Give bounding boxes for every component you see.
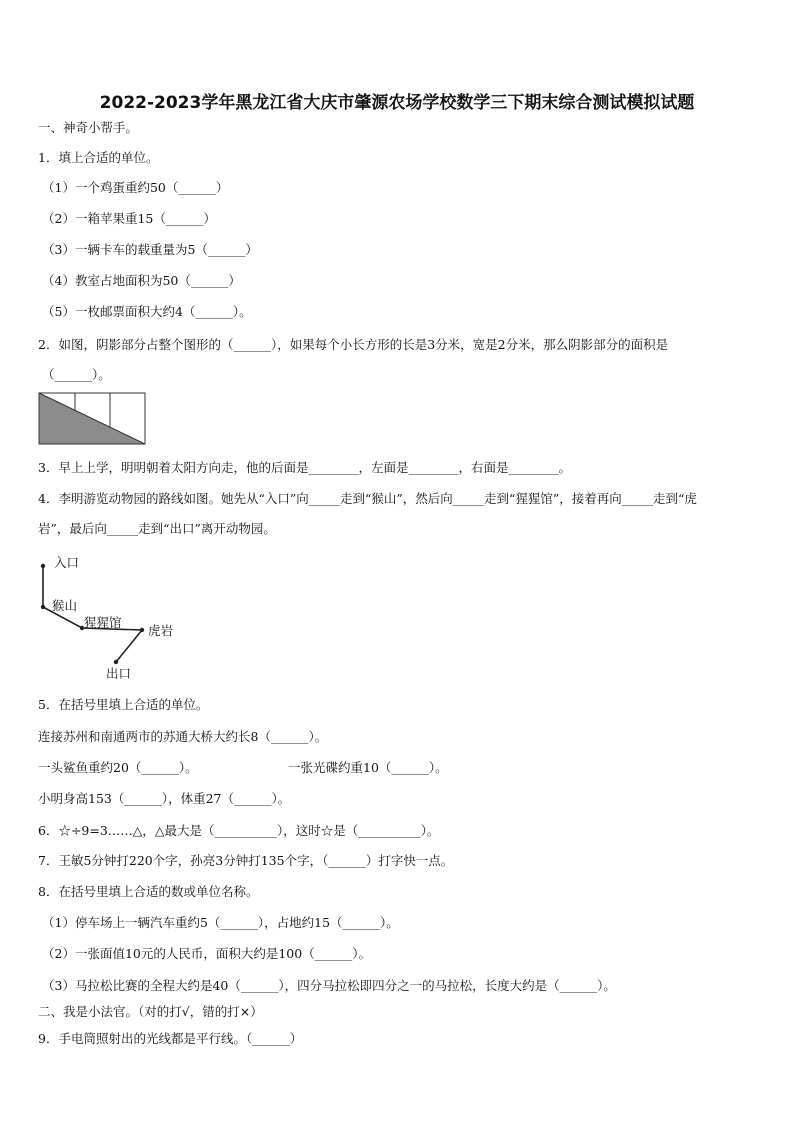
- question-1-item: （4）教室占地面积为50（______）: [42, 273, 241, 288]
- question-5-line2a: 一头鲨鱼重约20（______）。: [38, 760, 198, 775]
- route-path: [43, 566, 142, 662]
- question-5-line2b: 一张光碟约重10（______）。: [288, 760, 448, 775]
- question-5-line3: 小明身高153（______），体重27（______）。: [38, 791, 291, 806]
- question-7: 7．王敏5分钟打220个字，孙亮3分钟打135个字，（______）打字快一点。: [38, 853, 454, 868]
- route-point-monkey-hill: [41, 605, 45, 609]
- question-1-item: （2）一箱苹果重15（______）: [42, 211, 216, 226]
- question-9: 9．手电筒照射出的光线都是平行线。（______）: [38, 1031, 303, 1046]
- map-label-exit: 出口: [106, 666, 132, 681]
- question-8-item: （2）一张面值10元的人民币，面积大约是100（______）。: [42, 946, 371, 961]
- question-5-line1: 连接苏州和南通两市的苏通大桥大约长8（______）。: [38, 729, 328, 744]
- map-label-entrance: 入口: [54, 555, 80, 570]
- shaded-rectangles-figure: [38, 392, 146, 446]
- route-point-exit: [114, 660, 118, 664]
- section-heading-1: 一、神奇小帮手。: [38, 120, 139, 135]
- map-label-monkey-hill: 猴山: [52, 598, 78, 613]
- question-6: 6．☆÷9=3……△，△最大是（__________），这时☆是（__________）。: [38, 823, 440, 838]
- question-1-stem: 1．填上合适的单位。: [38, 150, 159, 165]
- question-4-line2: 岩”，最后向_____走到“出口”离开动物园。: [38, 521, 276, 536]
- question-1-item: （3）一辆卡车的载重量为5（______）: [42, 242, 258, 257]
- route-point-tiger-rock: [140, 628, 144, 632]
- question-8-item: （1）停车场上一辆汽车重约5（______），占地约15（______）。: [42, 915, 399, 930]
- page-title: 2022-2023学年黑龙江省大庆市肇源农场学校数学三下期末综合测试模拟试题: [99, 93, 695, 113]
- question-3: 3．早上上学，明明朝着太阳方向走，他的后面是________，左面是________，右面是________。: [38, 460, 571, 475]
- question-5-stem: 5．在括号里填上合适的单位。: [38, 697, 209, 712]
- zoo-route-map: [30, 550, 190, 685]
- question-2-line1: 2．如图，阴影部分占整个图形的（______），如果每个小长方形的长是3分米，宽是2分米，那么阴影部分的面积是: [38, 337, 669, 352]
- route-point-entrance: [41, 564, 45, 568]
- question-2-line2: （______）。: [42, 367, 111, 382]
- section-heading-2: 二、我是小法官。（对的打√，错的打×）: [38, 1004, 263, 1019]
- question-8-stem: 8．在括号里填上合适的数或单位名称。: [38, 884, 259, 899]
- map-label-gorilla-hall: 猩猩馆: [84, 615, 122, 630]
- question-1-item: （1）一个鸡蛋重约50（______）: [42, 180, 229, 195]
- map-label-tiger-rock: 虎岩: [148, 623, 174, 638]
- question-8-item: （3）马拉松比赛的全程大约是40（______），四分马拉松即四分之一的马拉松，长度大约是（______）。: [42, 978, 616, 993]
- question-4-line1: 4．李明游览动物园的路线如图。她先从“入口”向_____走到“猴山”，然后向_____走到“猩猩馆”，接着再向_____走到“虎: [38, 491, 697, 506]
- question-1-item: （5）一枚邮票面积大约4（______）。: [42, 304, 252, 319]
